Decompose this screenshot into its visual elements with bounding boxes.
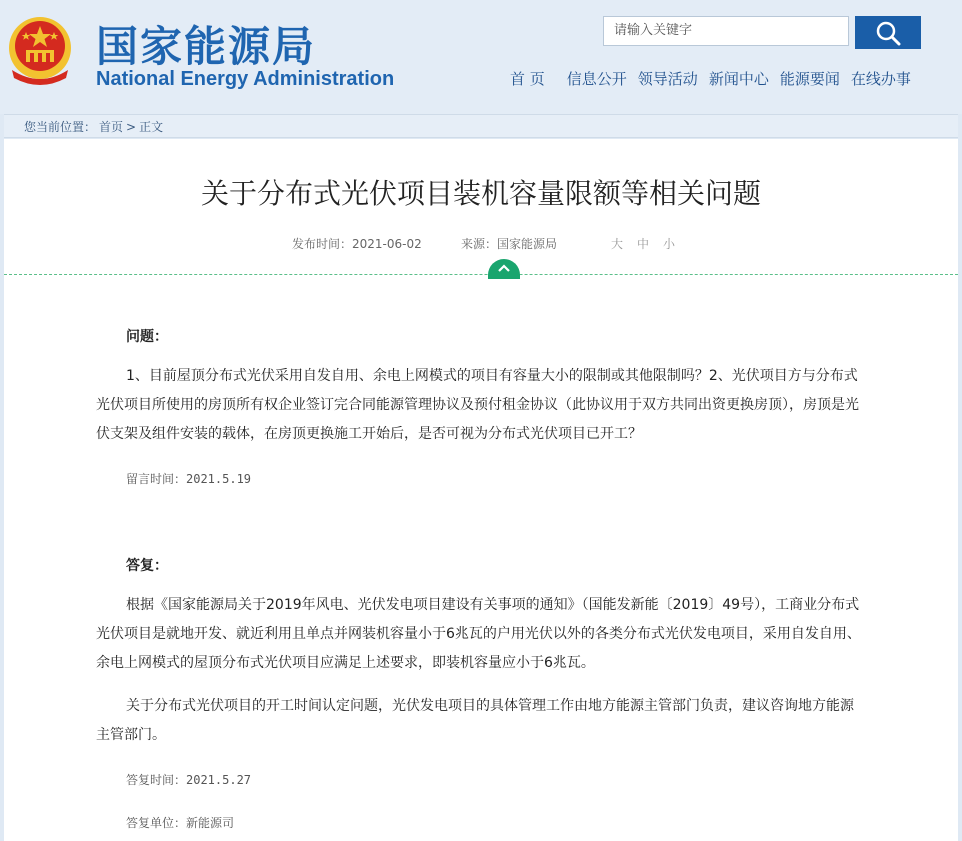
question-time: 留言时间：2021.5.19 <box>126 472 252 486</box>
breadcrumb-separator: > <box>126 120 137 134</box>
font-size-small[interactable]: 小 <box>663 237 676 251</box>
main-nav <box>510 68 922 90</box>
answer-paragraph-1: 根据《国家能源局关于2019年风电、光伏发电项目建设有关事项的通知》（国能发新能〔2019〕49号），工商业分布式光伏项目是就地开发、就近利用且单点并网装机容量小于6兆瓦的户用光伏以外的各类分布式光伏发电项目，采用自发自用、余电上网模式的屋顶分布式光伏项目应满足上述要求，即装机容量应小于6兆瓦。 <box>96 597 861 671</box>
article-source: 来源：国家能源局 <box>461 237 558 251</box>
answer-heading: 答复： <box>126 558 168 574</box>
breadcrumb-home[interactable]: 首页 <box>99 120 124 134</box>
meta-divider <box>4 274 958 275</box>
site-title-en[interactable]: National Energy Administration <box>96 68 395 90</box>
breadcrumb <box>4 114 958 138</box>
question-text: 1、目前屋顶分布式光伏采用自发自用、余电上网模式的项目有容量大小的限制或其他限制吗？2、光伏项目方与分布式光伏项目所使用的房顶所有权企业签订完合同能源管理协议及预付租金协议（此协议用于双方共同出资更换房顶），房顶是光伏支架及组件安装的载体，在房顶更换施工开始后，是否可视为分布式光伏项目已开工？ <box>96 368 859 442</box>
answer-unit: 答复单位：新能源司 <box>126 816 235 830</box>
nav-item-home[interactable]: 首 页 <box>510 70 545 88</box>
breadcrumb-prefix: 您当前位置： <box>24 120 97 134</box>
nav-item-leadership[interactable]: 领导活动 <box>637 70 698 88</box>
answer-time: 答复时间：2021.5.27 <box>126 773 252 787</box>
collapse-toggle-button[interactable] <box>488 259 520 279</box>
article-title: 关于分布式光伏项目装机容量限额等相关问题 <box>200 176 761 210</box>
site-header <box>0 0 962 114</box>
publish-time: 发布时间：2021-06-02 <box>292 237 422 251</box>
site-title-cn[interactable]: 国家能源局 <box>96 22 317 71</box>
nav-item-news-center[interactable]: 新闻中心 <box>708 70 769 88</box>
national-emblem-icon <box>6 12 74 88</box>
breadcrumb-current: 正文 <box>139 120 164 134</box>
font-size-large[interactable]: 大 <box>611 237 624 251</box>
nav-item-online-services[interactable]: 在线办事 <box>850 70 911 88</box>
chevron-up-icon <box>497 263 511 273</box>
search-input[interactable]: 请输入关键字 <box>603 16 849 46</box>
question-heading: 问题： <box>126 329 168 345</box>
font-size-switcher <box>611 235 689 252</box>
font-size-medium[interactable]: 中 <box>637 237 650 251</box>
article <box>4 139 958 841</box>
nav-item-energy-news[interactable]: 能源要闻 <box>779 70 840 88</box>
search-button[interactable] <box>855 16 921 49</box>
nav-item-info-disclosure[interactable]: 信息公开 <box>566 70 627 88</box>
answer-paragraph-2: 关于分布式光伏项目的开工时间认定问题，光伏发电项目的具体管理工作由地方能源主管部门负责，建议咨询地方能源主管部门。 <box>96 698 854 743</box>
search-icon <box>875 20 901 46</box>
